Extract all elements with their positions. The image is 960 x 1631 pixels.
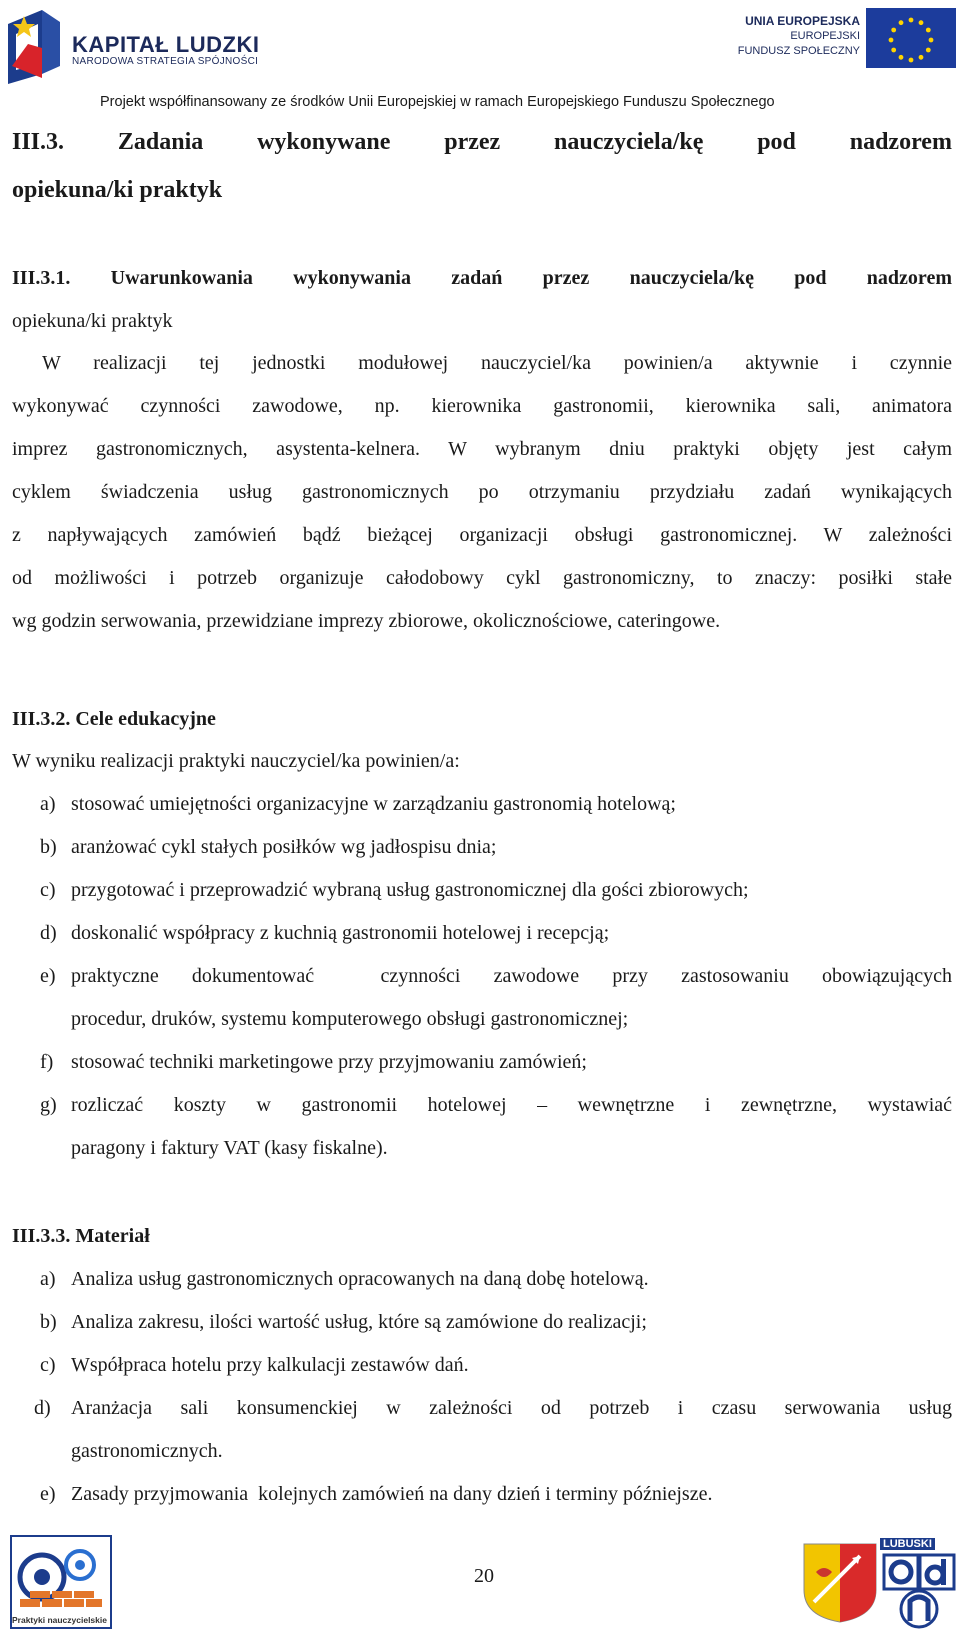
lubuski-label: LUBUSKI [880, 1538, 935, 1550]
list-item-letter: b) [40, 1311, 57, 1333]
page-number: 20 [474, 1565, 494, 1587]
sub1-heading-line-1: III.3.1. Uwarunkowania wykonywania zadań przez nauczyciela/kę pod nadzorem [12, 267, 952, 289]
list-item-letter: e) [40, 1483, 56, 1505]
list-item-text: Współpraca hotelu przy kalkulacji zestawów dań. [71, 1354, 469, 1376]
section-title-line-2: opiekuna/ki praktyk [12, 177, 223, 203]
list-item-text: stosować techniki marketingowe przy przyjmowaniu zamówień; [71, 1051, 587, 1073]
list-item-letter: d) [34, 1397, 51, 1419]
list-item-letter: b) [40, 836, 57, 858]
title-word: pod [757, 129, 796, 155]
sub1-paragraph-line: wg godzin serwowania, przewidziane imprezy zbiorowe, okolicznościowe, cateringowe. [12, 610, 721, 632]
list-item-text: przygotować i przeprowadzić wybraną usług gastronomicznej dla gości zbiorowych; [71, 879, 749, 901]
odn-logo [882, 1553, 956, 1629]
sub3-heading: III.3.3. Materiał [12, 1225, 150, 1247]
section-number: III.3. [12, 129, 65, 155]
list-item-text: stosować umiejętności organizacyjne w zarządzaniu gastronomią hotelową; [71, 793, 676, 815]
kapital-ludzki-title: KAPITAŁ LUDZKI [72, 32, 260, 57]
list-item-text: paragony i faktury VAT (kasy fiskalne). [71, 1137, 388, 1159]
list-item-text: Zasady przyjmowania kolejnych zamówień na dany dzień i terminy późniejsze. [71, 1483, 713, 1505]
section-title-line-1 [12, 129, 952, 156]
title-word: nauczyciela/kę [554, 129, 704, 155]
eu-title: UNIA EUROPEJSKA [745, 14, 860, 28]
list-item-text: gastronomicznych. [71, 1440, 223, 1462]
lubuskie-crest-icon [802, 1542, 878, 1624]
title-word: przez [444, 129, 501, 155]
sub1-paragraph-line: wykonywać czynności zawodowe, np. kierownika gastronomii, kierownika sali, animatora [12, 395, 952, 417]
sub1-paragraph-line: z napływających zamówień bądź bieżącej organizacji obsługi gastronomicznej. W zależności [12, 524, 952, 546]
sub1-paragraph-line: imprez gastronomicznych, asystenta-kelnera. W wybranym dniu praktyki objęty jest całym [12, 438, 952, 460]
list-item-letter: a) [40, 1268, 56, 1290]
list-item-text: Aranżacja sali konsumenckiej w zależności od potrzeb i czasu serwowania usług [71, 1397, 952, 1419]
sub1-paragraph-line: od możliwości i potrzeb organizuje całodobowy cykl gastronomiczny, to znaczy: posiłki stałe [12, 567, 952, 589]
list-item-letter: c) [40, 879, 56, 901]
eu-subtitle-2: FUNDUSZ SPOŁECZNY [737, 45, 860, 57]
cofinancing-note: Projekt współfinansowany ze środków Unii Europejskiej w ramach Europejskiego Funduszu Społecznego [100, 94, 775, 110]
list-item-letter: a) [40, 793, 56, 815]
list-item-text: Analiza usług gastronomicznych opracowanych na daną dobę hotelową. [71, 1268, 649, 1290]
list-item-letter: d) [40, 922, 57, 944]
sub1-paragraph-line: cyklem świadczenia usług gastronomicznych po otrzymaniu przydziału zadań wynikających [12, 481, 952, 503]
sub1-heading-line-2: opiekuna/ki praktyk [12, 310, 173, 332]
list-item-text: doskonalić współpracy z kuchnią gastronomii hotelowej i recepcją; [71, 922, 610, 944]
eu-flag-icon [866, 8, 956, 68]
title-word: wykonywane [257, 129, 391, 155]
kapital-ludzki-subtitle: NARODOWA STRATEGIA SPÓJNOŚCI [72, 56, 259, 67]
praktyki-nauczycielskie-label: Praktyki nauczycielskie [12, 1615, 107, 1625]
eu-subtitle-1: EUROPEJSKI [790, 30, 860, 42]
sub2-heading: III.3.2. Cele edukacyjne [12, 708, 216, 730]
list-item-letter: g) [40, 1094, 57, 1116]
list-item-text: Analiza zakresu, ilości wartość usług, które są zamówione do realizacji; [71, 1311, 647, 1333]
list-item-text: aranżować cykl stałych posiłków wg jadłospisu dnia; [71, 836, 497, 858]
title-word: Zadania [117, 129, 204, 155]
list-item-letter: e) [40, 965, 56, 987]
sub2-intro: W wyniku realizacji praktyki nauczyciel/ka powinien/a: [12, 750, 460, 772]
list-item-letter: f) [40, 1051, 54, 1073]
title-word: nadzorem [849, 129, 952, 155]
list-item-letter: c) [40, 1354, 56, 1376]
list-item-text: procedur, druków, systemu komputerowego obsługi gastronomicznej; [71, 1008, 629, 1030]
list-item-text: rozliczać koszty w gastronomii hotelowej – wewnętrzne i zewnętrzne, wystawiać [71, 1094, 952, 1116]
sub1-paragraph-line: W realizacji tej jednostki modułowej nauczyciel/ka powinien/a aktywnie i czynnie [42, 352, 952, 374]
list-item-text: praktyczne dokumentować czynności zawodowe przy zastosowaniu obowiązujących [71, 965, 952, 987]
